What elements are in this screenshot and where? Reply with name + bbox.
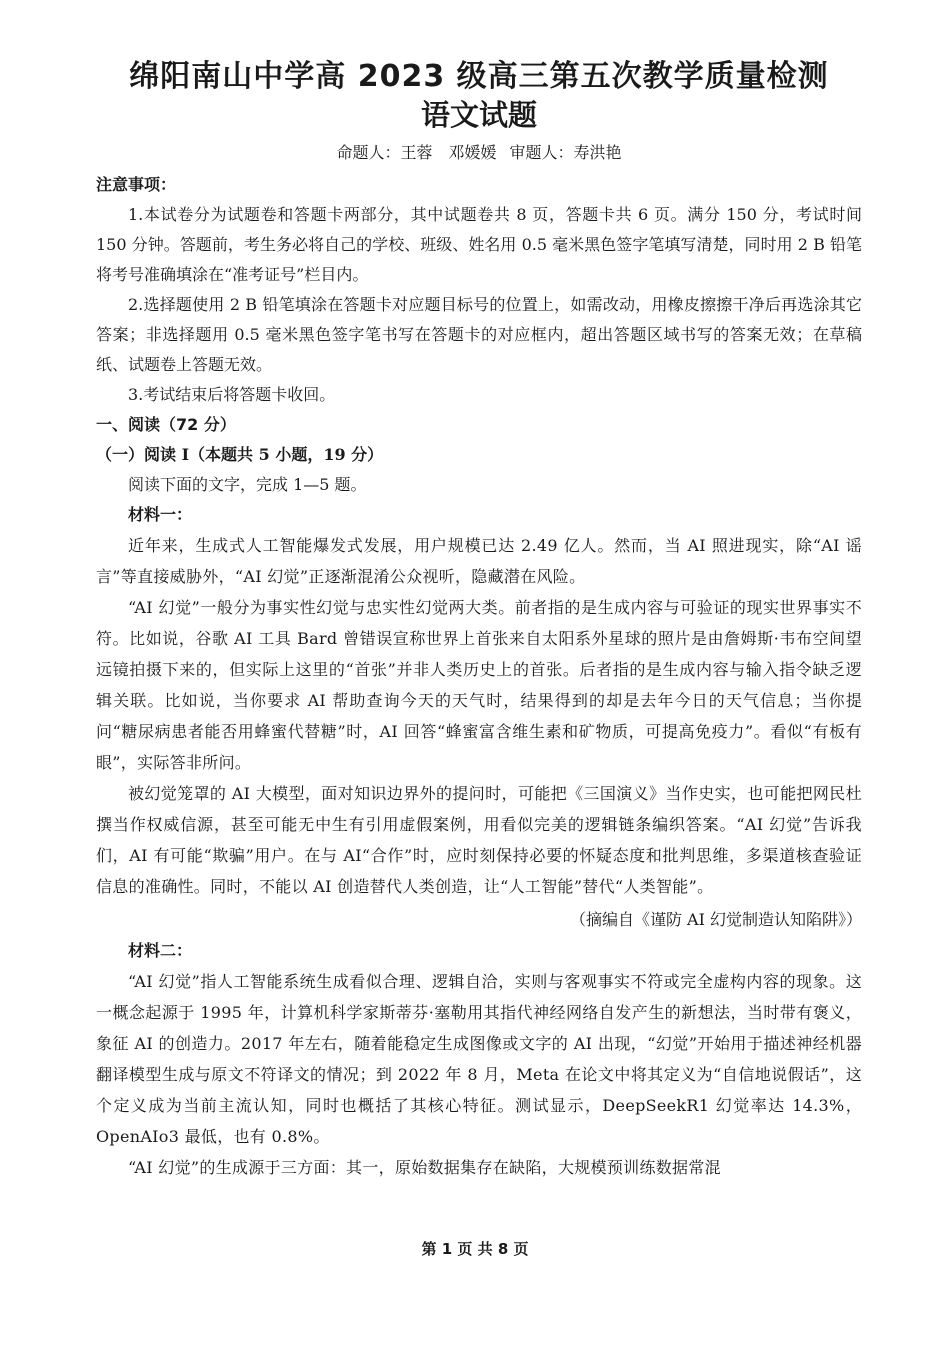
notice-item-1: 1.本试卷分为试题卷和答题卡两部分，其中试题卷共 8 页，答题卡共 6 页。满分 150 分，考试时间 150 分钟。答题前，考生务必将自己的学校、班级、姓名用 0.5 毫米黑色签字笔填写清楚，同时用 2 B 铅笔将考号准确填涂在“准考证号”栏目内。 [96,205,862,284]
exam-subtitle: 语文试题 [420,98,537,132]
authors-label: 命题人：王蓉 邓媛媛 [336,143,497,162]
material2-label: 材料二： [128,941,193,960]
reviewer-label: 审题人：寿洪艳 [509,143,622,162]
section-heading: 一、阅读（72 分） [96,415,236,434]
material1-paragraph-3: 被幻觉笼罩的 AI 大模型，面对知识边界外的提问时，可能把《三国演义》当作史实，也可能把网民杜撰当作权威信源，甚至可能无中生有引用虚假案例，用看似完美的逻辑链条编织答案。“AI 幻觉”告诉我们，AI 有可能“欺骗”用户。在与 AI“合作”时，应时刻保持必要的怀疑态度和批判思维，多渠道核查验证信息的准确性。同时，不能以 AI 创造替代人类创造，让“人工智能”替代“人类智能”。 [96,784,862,896]
page-number: 第 1 页 共 8 页 [421,1240,529,1258]
section-instruction: 阅读下面的文字，完成 1—5 题。 [128,475,367,494]
material1-label: 材料一： [128,505,193,524]
exam-title: 绵阳南山中学高 2023 级高三第五次教学质量检测 [129,59,829,94]
authors-line [96,140,862,166]
material1-paragraph-2: “AI 幻觉”一般分为事实性幻觉与忠实性幻觉两大类。前者指的是生成内容与可验证的现实世界事实不符。比如说，谷歌 AI 工具 Bard 曾错误宣称世界上首张来自太阳系外星球的照片是由詹姆斯·韦布空间望远镜拍摄下来的，但实际上这里的“首张”并非人类历史上的首张。后者指的是生成内容与输入指令缺乏逻辑关联。比如说，当你要求 AI 帮助查询今天的天气时，结果得到的却是去年今日的天气信息；当你提问“糖尿病患者能否用蜂蜜代替糖”时，AI 回答“蜂蜜富含维生素和矿物质，可提高免疫力”。看似“有板有眼”，实际答非所问。 [96,598,862,772]
material1-source: （摘编自《谨防 AI 幻觉制造认知陷阱》） [569,910,862,929]
section-subheading: （一）阅读 I（本题共 5 小题，19 分） [96,445,384,464]
notice-heading: 注意事项： [96,175,177,194]
material1-paragraph-1: 近年来，生成式人工智能爆发式发展，用户规模已达 2.49 亿人。然而，当 AI 照进现实，除“AI 谣言”等直接威胁外，“AI 幻觉”正逐渐混淆公众视听，隐藏潜在风险。 [96,536,862,586]
notice-item-2: 2.选择题使用 2 B 铅笔填涂在答题卡对应题目标号的位置上，如需改动，用橡皮擦擦干净后再选涂其它答案；非选择题用 0.5 毫米黑色签字笔书写在答题卡的对应框内，超出答题区域书写的答案无效；在草稿纸、试题卷上答题无效。 [96,295,862,374]
notice-item-3: 3.考试结束后将答题卡收回。 [128,385,336,404]
material2-paragraph-1: “AI 幻觉”指人工智能系统生成看似合理、逻辑自洽，实则与客观事实不符或完全虚构内容的现象。这一概念起源于 1995 年，计算机科学家斯蒂芬·塞勒用其指代神经网络自发产生的新想法，当时带有褒义，象征 AI 的创造力。2017 年左右，随着能稳定生成图像或文字的 AI 出现，“幻觉”开始用于描述神经机器翻译模型生成与原文不符译文的情况；到 2022 年 8 月，Meta 在论文中将其定义为“自信地说假话”，这个定义成为当前主流认知，同时也概括了其核心特征。测试显示，DeepSeekR1 幻觉率达 14.3%，OpenAIo3 最低，也有 0.8%。 [96,972,862,1146]
material2-paragraph-2: “AI 幻觉”的生成源于三方面：其一，原始数据集存在缺陷，大规模预训练数据常混 [128,1158,721,1177]
